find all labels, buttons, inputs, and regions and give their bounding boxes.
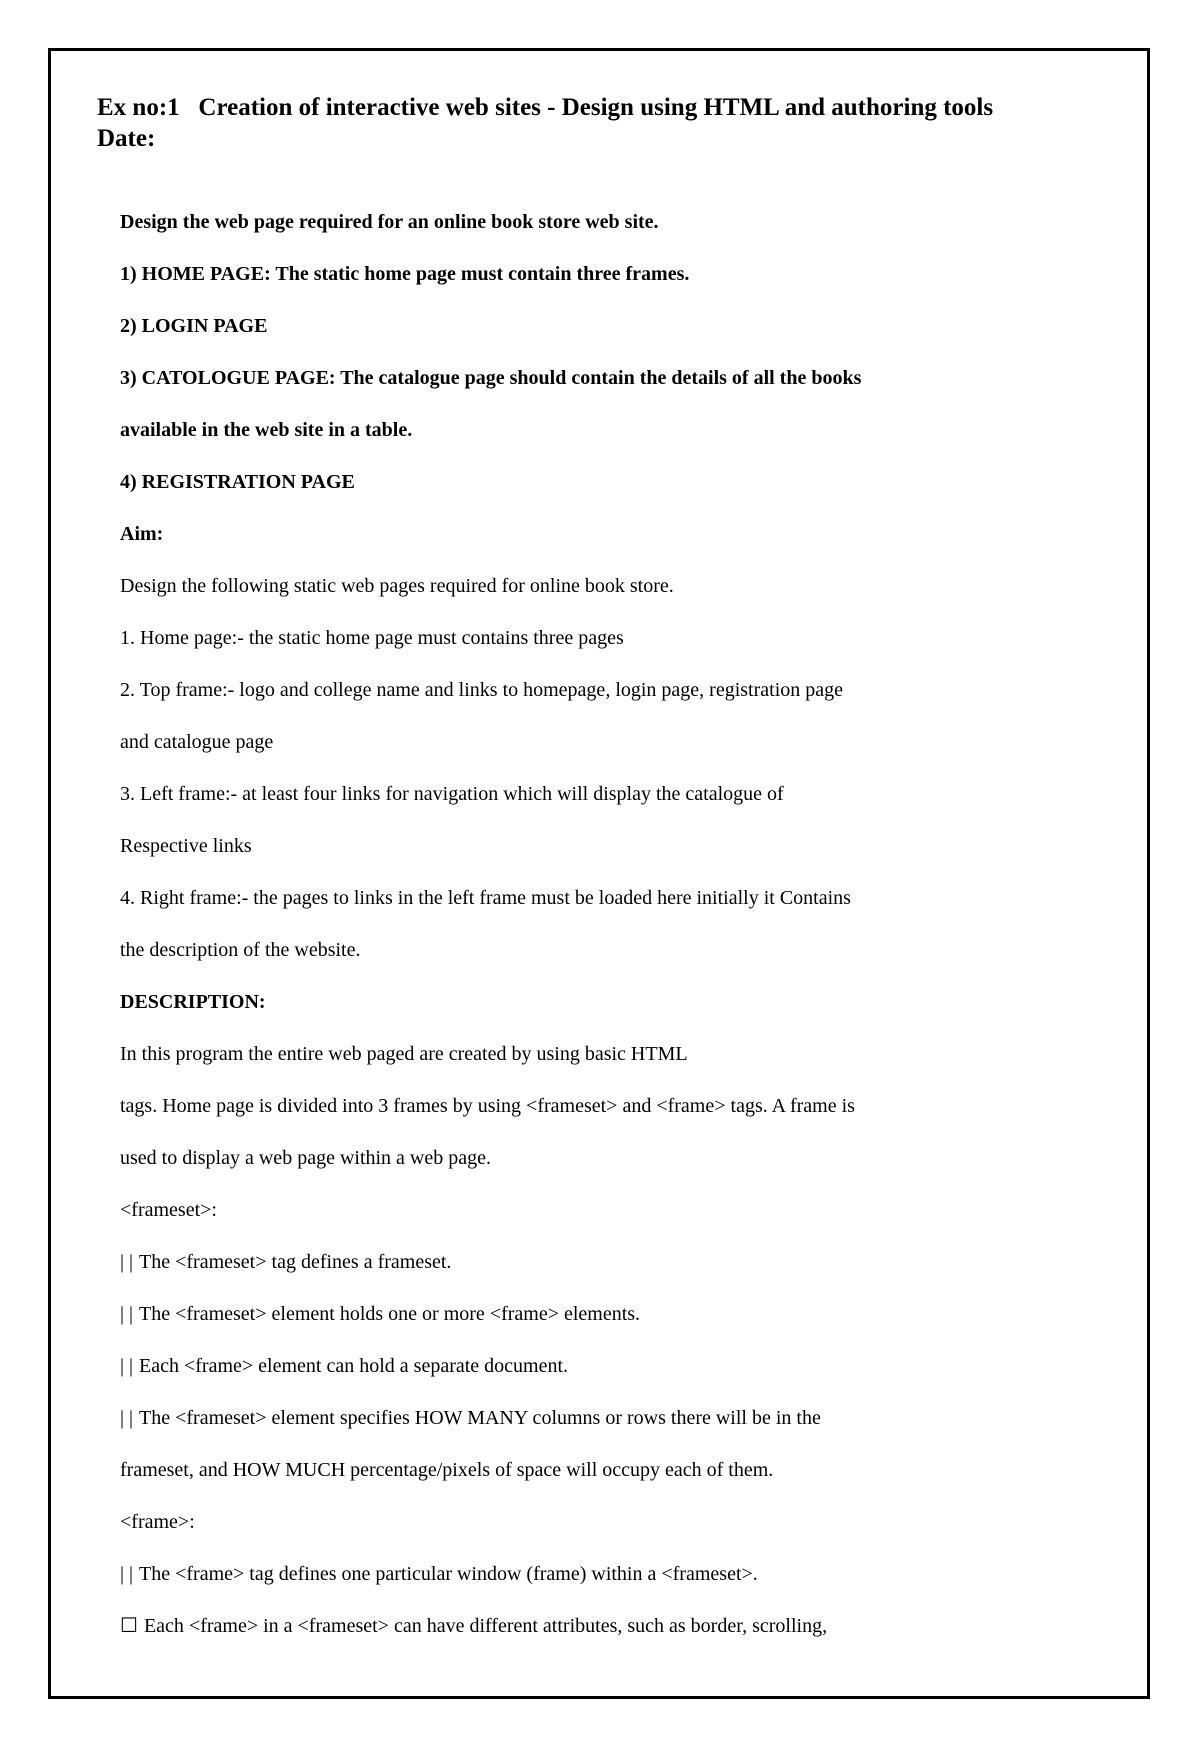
line-text: <frameset>:	[120, 1199, 217, 1221]
text-line	[120, 1404, 1120, 1456]
text-line	[120, 1144, 1120, 1196]
line-text: used to display a web page within a web page.	[120, 1147, 492, 1169]
bullet-marker: | |	[120, 1303, 134, 1325]
line-text: frameset, and HOW MUCH percentage/pixels of space will occupy each of them.	[120, 1459, 774, 1481]
line-text: 3) CATOLOGUE PAGE: The catalogue page should contain the details of all the books	[120, 367, 862, 389]
line-text: 3. Left frame:- at least four links for navigation which will display the catalogue of	[120, 783, 784, 805]
line-text: 4) REGISTRATION PAGE	[120, 471, 355, 493]
text-line	[120, 312, 1120, 364]
text-line	[120, 1196, 1120, 1248]
line-text: Design the following static web pages required for online book store.	[120, 575, 674, 597]
text-line	[120, 884, 1120, 936]
document-title	[97, 92, 1147, 154]
text-line	[120, 1300, 1120, 1352]
title-line-date: Date:	[97, 125, 156, 152]
text-line	[120, 728, 1120, 780]
text-line	[120, 1040, 1120, 1092]
text-line	[120, 416, 1120, 468]
bullet-marker: | |	[120, 1251, 134, 1273]
line-text: <frame>:	[120, 1511, 195, 1533]
text-line	[120, 624, 1120, 676]
text-line	[120, 208, 1120, 260]
line-text: Each <frame> element can hold a separate document.	[139, 1355, 569, 1377]
line-text: Respective links	[120, 835, 252, 857]
text-line	[120, 468, 1120, 520]
text-line	[120, 260, 1120, 312]
bullet-marker: | |	[120, 1563, 134, 1585]
text-line	[120, 1092, 1120, 1144]
line-text: The <frameset> tag defines a frameset.	[139, 1251, 452, 1273]
line-text: 2) LOGIN PAGE	[120, 315, 268, 337]
text-line	[120, 936, 1120, 988]
line-text: The <frameset> element holds one or more <frame> elements.	[139, 1303, 641, 1325]
line-text: available in the web site in a table.	[120, 419, 413, 441]
title-line-exercise: Ex no:1 Creation of interactive web sites - Design using HTML and authoring tools	[97, 94, 994, 121]
text-line	[120, 1560, 1120, 1612]
line-text: Design the web page required for an online book store web site.	[120, 211, 659, 233]
line-text: tags. Home page is divided into 3 frames by using <frameset> and <frame> tags. A frame is	[120, 1095, 855, 1117]
text-line	[120, 676, 1120, 728]
text-line	[120, 1612, 1120, 1664]
document-body	[120, 208, 1120, 1664]
line-text: DESCRIPTION:	[120, 991, 266, 1013]
line-text: Aim:	[120, 523, 164, 545]
line-text: 4. Right frame:- the pages to links in the left frame must be loaded here initially it Contains	[120, 887, 851, 909]
line-text: and catalogue page	[120, 731, 274, 753]
text-line	[120, 1508, 1120, 1560]
text-line	[120, 1352, 1120, 1404]
line-text: 1) HOME PAGE: The static home page must contain three frames.	[120, 263, 690, 285]
text-line	[120, 988, 1120, 1040]
text-line	[120, 520, 1120, 572]
line-text: Each <frame> in a <frameset> can have different attributes, such as border, scrolling,	[143, 1615, 828, 1637]
line-text: the description of the website.	[120, 939, 361, 961]
text-line	[120, 1456, 1120, 1508]
text-line	[120, 572, 1120, 624]
line-text: In this program the entire web paged are created by using basic HTML	[120, 1043, 688, 1065]
text-line	[120, 780, 1120, 832]
text-line	[120, 364, 1120, 416]
line-text: The <frameset> element specifies HOW MANY columns or rows there will be in the	[139, 1407, 821, 1429]
line-text: The <frame> tag defines one particular window (frame) within a <frameset>.	[139, 1563, 758, 1585]
bullet-marker: | |	[120, 1407, 134, 1429]
text-line	[120, 832, 1120, 884]
bullet-marker: | |	[120, 1355, 134, 1377]
text-line	[120, 1248, 1120, 1300]
line-text: 2. Top frame:- logo and college name and links to homepage, login page, registration page	[120, 679, 844, 701]
bullet-marker: ☐	[120, 1615, 138, 1637]
line-text: 1. Home page:- the static home page must contains three pages	[120, 627, 624, 649]
